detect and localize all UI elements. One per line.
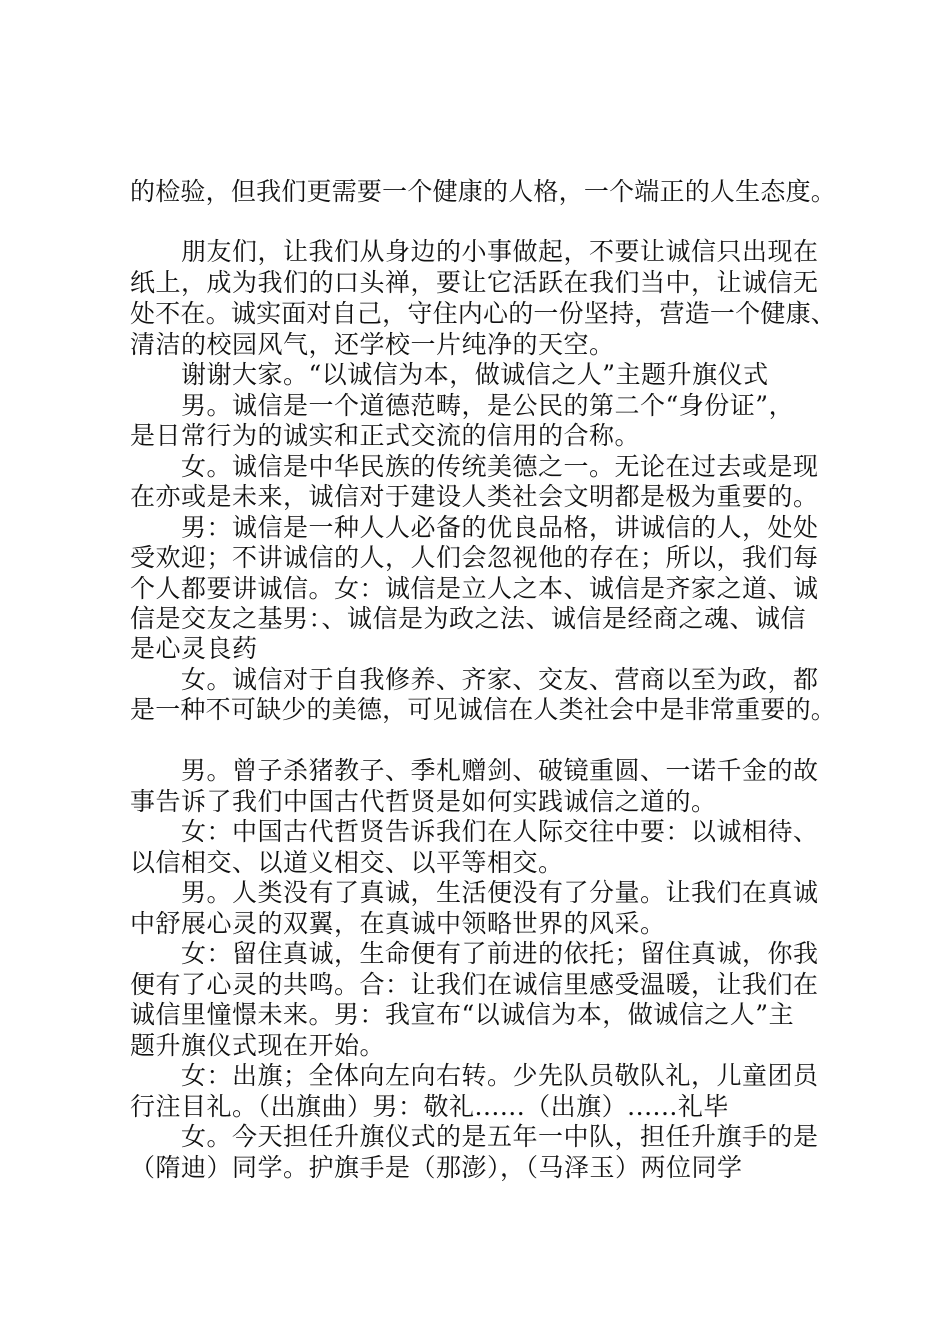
text-line: 谢谢大家。“以诚信为本，做诚信之人”主题升旗仪式 bbox=[181, 360, 769, 389]
text-line: 诚信里憧憬未来。男：我宣布“以诚信为本，做诚信之人”主 bbox=[130, 1000, 795, 1029]
text-line: 男。诚信是一个道德范畴，是公民的第二个“身份证”， bbox=[181, 391, 795, 420]
text-line: 清洁的校园风气，还学校一片纯净的天空。 bbox=[130, 330, 615, 359]
text-line: 男：诚信是一种人人必备的优良品格，讲诚信的人，处处 bbox=[181, 513, 819, 542]
text-line: 女：留住真诚，生命便有了前进的依托；留住真诚，你我 bbox=[181, 939, 819, 968]
text-line: 女：中国古代哲贤告诉我们在人际交往中要：以诚相待、 bbox=[181, 817, 819, 846]
text-line: 个人都要讲诚信。女：诚信是立人之本、诚信是齐家之道、诚 bbox=[130, 574, 819, 603]
text-line: 朋友们，让我们从身边的小事做起，不要让诚信只出现在 bbox=[181, 237, 819, 266]
text-line: 受欢迎；不讲诚信的人，人们会忽视他的存在；所以，我们每 bbox=[130, 543, 819, 572]
text-line: 是心灵良药 bbox=[130, 634, 258, 663]
text-line: 女。诚信对于自我修养、齐家、交友、营商以至为政，都 bbox=[181, 665, 819, 694]
text-line: 的检验，但我们更需要一个健康的人格，一个端正的人生态度。 bbox=[130, 177, 837, 206]
text-line: 以信相交、以道义相交、以平等相交。 bbox=[130, 848, 564, 877]
text-line: 女。今天担任升旗仪式的是五年一中队，担任升旗手的是 bbox=[181, 1122, 819, 1151]
text-line: 是一种不可缺少的美德，可见诚信在人类社会中是非常重要的。 bbox=[130, 695, 837, 724]
text-line: 处不在。诚实面对自己，守住内心的一份坚持，营造一个健康、 bbox=[130, 299, 837, 328]
text-line: 题升旗仪式现在开始。 bbox=[130, 1031, 386, 1060]
text-line: 男。人类没有了真诚，生活便没有了分量。让我们在真诚 bbox=[181, 878, 819, 907]
text-line: 是日常行为的诚实和正式交流的信用的合称。 bbox=[130, 421, 641, 450]
text-line: 男。曾子杀猪教子、季札赠剑、破镜重圆、一诺千金的故 bbox=[181, 756, 819, 785]
text-line: 行注目礼。（出旗曲）男：敬礼......（出旗）......礼毕 bbox=[130, 1092, 729, 1121]
text-line: 中舒展心灵的双翼，在真诚中领略世界的风采。 bbox=[130, 909, 666, 938]
text-line: 在亦或是未来，诚信对于建设人类社会文明都是极为重要的。 bbox=[130, 482, 819, 511]
text-line: 便有了心灵的共鸣。合：让我们在诚信里感受温暖，让我们在 bbox=[130, 970, 819, 999]
text-line: 女。诚信是中华民族的传统美德之一。无论在过去或是现 bbox=[181, 452, 819, 481]
text-line: 信是交友之基男：、诚信是为政之法、诚信是经商之魂、诚信 bbox=[130, 604, 807, 633]
text-line: 事告诉了我们中国古代哲贤是如何实践诚信之道的。 bbox=[130, 787, 717, 816]
text-line: 纸上，成为我们的口头禅，要让它活跃在我们当中，让诚信无 bbox=[130, 268, 819, 297]
text-line: （隋迪）同学。护旗手是（那澎），（马泽玉）两位同学 bbox=[130, 1153, 743, 1182]
text-line: 女：出旗；全体向左向右转。少先队员敬队礼，儿童团员 bbox=[181, 1061, 819, 1090]
